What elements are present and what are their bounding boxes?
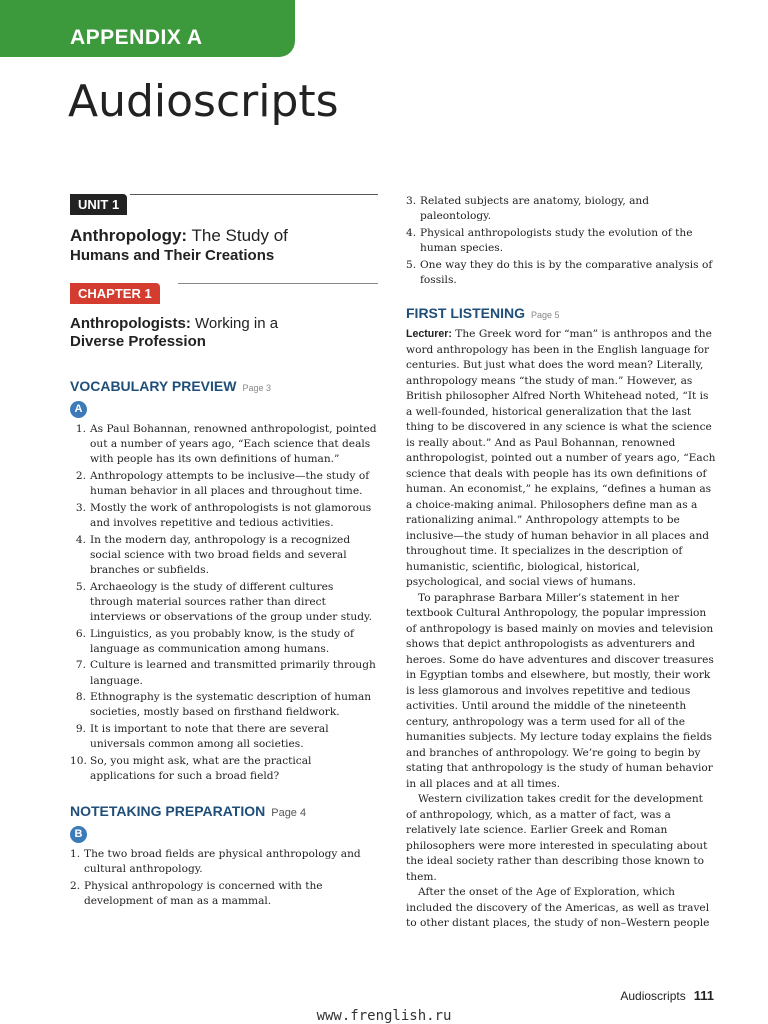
item-text: Physical anthropologists study the evolution of the human species. — [420, 226, 693, 254]
list-item — [70, 879, 378, 909]
page-title: Audioscripts — [68, 76, 339, 127]
list-item — [70, 722, 378, 752]
vocabulary-page-ref: Page 3 — [242, 383, 271, 393]
chapter-badge: CHAPTER 1 — [70, 283, 160, 304]
unit-badge: UNIT 1 — [70, 194, 127, 215]
notetaking-section — [70, 802, 378, 909]
item-number: 1. — [70, 848, 81, 861]
page-footer — [620, 988, 714, 1003]
item-number: 5. — [75, 580, 86, 593]
item-text: Ethnography is the systematic description of human societies, mostly based on firsthand fieldwork. — [90, 691, 372, 719]
lecture-paragraph-1 — [406, 327, 716, 591]
item-text: In the modern day, anthropology is a recognized social science with two broad fields and several branches or subfields. — [90, 533, 351, 576]
lecture-paragraph-3: Western civilization takes credit for the development of anthropology, which, as a matter of fact, was a relatively late science. Earlier Greek and Roman philosophers were more interested in speculating about the ideal society rather than describing those known to them. — [406, 793, 708, 883]
vocabulary-heading-text: VOCABULARY PREVIEW — [70, 378, 237, 394]
item-number: 2. — [70, 879, 81, 892]
item-number: 5. — [406, 258, 417, 271]
list-item — [70, 658, 378, 688]
item-number: 9. — [75, 722, 86, 735]
item-number: 2. — [75, 470, 86, 482]
item-number: 8. — [75, 691, 86, 704]
list-item — [70, 469, 378, 499]
first-listening-heading-text: FIRST LISTENING — [406, 305, 525, 321]
item-number: 3. — [406, 195, 417, 207]
chapter-divider — [178, 283, 378, 284]
unit-title — [70, 226, 378, 246]
page-number: 111 — [693, 988, 714, 1003]
item-number: 3. — [75, 501, 86, 514]
item-number: 1. — [75, 423, 86, 435]
vocabulary-list — [70, 422, 378, 784]
chapter-subtitle: Diverse Profession — [70, 333, 206, 350]
item-text: Linguistics, as you probably know, is the study of language as communication among humans. — [90, 627, 354, 655]
first-listening-section — [406, 304, 716, 932]
exercise-letter-b: B — [70, 826, 87, 843]
item-text: Mostly the work of anthropologists is not glamorous and involves repetitive and tedious activities. — [90, 501, 372, 529]
list-item — [70, 690, 378, 720]
list-item — [406, 226, 716, 256]
notetaking-heading-text: NOTETAKING PREPARATION — [70, 803, 266, 820]
unit-header — [70, 194, 378, 216]
vocabulary-section — [70, 377, 378, 784]
item-text: Related subjects are anatomy, biology, and paleontology. — [420, 195, 650, 223]
first-listening-heading — [406, 304, 716, 324]
appendix-tab — [0, 0, 295, 57]
item-text: Physical anthropology is concerned with the development of man as a mammal. — [84, 879, 323, 908]
notetaking-list — [70, 847, 378, 909]
unit-divider — [130, 194, 378, 195]
appendix-label: APPENDIX A — [70, 26, 203, 49]
speaker-label: Lecturer: — [406, 328, 452, 340]
unit-subtitle: Humans and Their Creations — [70, 247, 275, 264]
item-number: 10. — [70, 754, 87, 767]
list-item — [70, 754, 378, 784]
item-text: As Paul Bohannan, renowned anthropologist, pointed out a number of years ago, “Each science that deals with people has its own definitions of human.” — [90, 423, 377, 466]
item-text: So, you might ask, what are the practical applications for such a broad field? — [90, 754, 312, 782]
list-item — [70, 533, 378, 579]
list-item — [70, 580, 378, 626]
list-item — [70, 627, 378, 657]
lecture-paragraph-1-text: The Greek word for “man” is anthropos and the word anthropology has been in the English language for centuries. But just what does the word mean? Literally, anthropology means “the study of man.” However, as British philosopher Alfred North Whitehead noted, “It is a well-founded, historical generalization that the last thing to be discovered in any science is what the science is really about.” And as Paul Bohannan, renowned anthropologist, pointed out a number of years ago, “Each science that deals with people has its own definitions of human. An economist,” he explains, “defines a human as a choice-making animal. Philosophers define man as a rationalizing animal.” Anthropology attempts to be inclusive—the study of human behavior in all places and throughout time. It specializes in the description of humanistic, scientific, biological, historical, psychological, and social views of humans. — [406, 328, 716, 588]
notetaking-list-continued — [406, 194, 716, 288]
notetaking-heading — [70, 802, 378, 822]
list-item — [70, 501, 378, 531]
item-number: 6. — [75, 627, 86, 640]
item-number: 7. — [75, 659, 86, 672]
list-item — [70, 422, 378, 468]
notetaking-page-ref: Page 4 — [271, 807, 307, 820]
item-number: 4. — [406, 226, 417, 239]
lecture-paragraph-2: To paraphrase Barbara Miller’s statement in her textbook Cultural Anthropology, the popular impression of anthropology is based mainly on movies and television shows that depict anthropologists as adventurers and heroes. Some do have adventures and discover treasures in Egyptian tombs and elsewhere, but mostly, their work is less glamorous and involves repetitive and tedious activities. Until around the middle of the nineteenth century, anthropology was a term used for all of the humanities subjects. My lecture today explains the fields and branches of anthropology. We’re going to begin by stating that anthropology is the study of human behavior in all places and at all times. — [406, 591, 714, 790]
watermark: www.frenglish.ru — [316, 1008, 452, 1024]
item-text: Anthropology attempts to be inclusive—the study of human behavior in all places and throughout time. — [90, 470, 370, 498]
item-text: It is important to note that there are several universals common among all societies. — [90, 722, 329, 751]
list-item — [70, 847, 378, 877]
item-text: Archaeology is the study of different cultures through material sources rather than direct interviews or observations of the group under study. — [90, 580, 372, 623]
chapter-title — [70, 315, 378, 351]
item-number: 4. — [75, 533, 86, 546]
list-item — [406, 258, 716, 288]
vocabulary-heading — [70, 377, 378, 397]
item-text: The two broad fields are physical anthropology and cultural anthropology. — [84, 848, 361, 876]
first-listening-page-ref: Page 5 — [531, 310, 560, 320]
chapter-title-bold: Anthropologists: — [70, 315, 191, 332]
footer-section-label: Audioscripts — [620, 989, 686, 1003]
lecture-paragraph-4: After the onset of the Age of Exploration, which included the discovery of the Americas, as well as travel to other distant places, the study of non–Western people — [406, 886, 710, 929]
left-column — [70, 194, 378, 911]
right-column — [406, 194, 716, 932]
chapter-header — [70, 283, 378, 305]
item-text: One way they do this is by the comparative analysis of fossils. — [420, 258, 713, 286]
exercise-letter-a: A — [70, 401, 87, 418]
chapter-title-light: Working in a — [195, 315, 279, 332]
list-item — [406, 194, 716, 224]
unit-title-bold: Anthropology: — [70, 226, 188, 245]
item-text: Culture is learned and transmitted primarily through language. — [90, 659, 376, 687]
unit-title-light: The Study of — [191, 226, 288, 245]
